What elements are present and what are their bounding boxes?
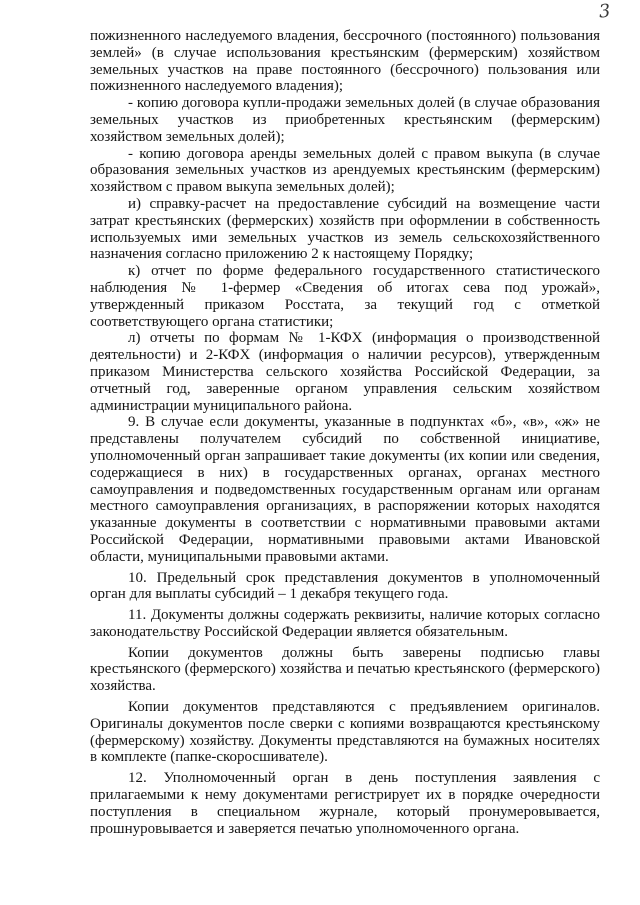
item-l-kfh-reports: л) отчеты по формам № 1-КФХ (информация о производственной деятельности) и 2-КФХ (информация о наличии ресурсов), утвержденным приказом Министерства сельского хозяйства Российской Федерации, за отчетный год, заверенные органом управления сельским хозяйством администрации муниципального района. [90, 330, 600, 414]
clause-11: 11. Документы должны содержать реквизиты, наличие которых согласно законодательству Российской Федерации является обязательным. [90, 607, 600, 640]
paragraph-continuation: пожизненного наследуемого владения, бессрочного (постоянного) пользования землей» (в случае использования крестьянским (фермерским) хозяйством земельных участков на праве постоянного (бессрочного) пользования или пожизненного наследуемого владения); [90, 28, 600, 95]
list-item-lease-contract: - копию договора аренды земельных долей с правом выкупа (в случае образования земельных участков из арендуемых крестьянским (фермерским) хозяйством с правом выкупа земельных долей); [90, 145, 600, 196]
page-number: 3 [597, 0, 611, 23]
clause-12: 12. Уполномоченный орган в день поступления заявления с прилагаемыми к нему документами регистрирует их в порядке очередности поступления в специальном журнале, который пронумеровывается, прошнуровывается и заверяется печатью уполномоченного органа. [90, 770, 600, 837]
clause-10: 10. Предельный срок представления документов в уполномоченный орган для выплаты субсидий – 1 декабря текущего года. [90, 569, 600, 603]
paragraph-copies-certified: Копии документов должны быть заверены подписью главы крестьянского (фермерского) хозяйства и печатью крестьянского (фермерского) хозяйства. [90, 644, 600, 695]
clause-9: 9. В случае если документы, указанные в подпунктах «б», «в», «ж» не представлены получателем субсидий по собственной инициативе, уполномоченный орган запрашивает такие документы (их копии или сведения, содержащиеся в них) в государственных органах, органах местного самоуправления и подведомственных государственным органам или органам местного самоуправления организациях, в распоряжении которых находятся указанные документы в соответствии с нормативными правовыми актами Российской Федерации, нормативными правовыми актами Ивановской области, муниципальными правовыми актами. [90, 414, 600, 565]
item-k-statistics-report: к) отчет по форме федерального государственного статистического наблюдения № 1-фермер «Сведения об итогах сева под урожай», утвержденный приказом Росстата, за текущий год с отметкой соответствующего органа статистики; [90, 263, 600, 330]
list-item-sale-contract: - копию договора купли-продажи земельных долей (в случае образования земельных участков из приобретенных крестьянским (фермерским) хозяйством земельных долей); [90, 95, 600, 145]
item-i-calculation: и) справку-расчет на предоставление субсидий на возмещение части затрат крестьянских (фермерских) хозяйств при оформлении в собственность используемых ими земельных участков из земель сельскохозяйственного назначения согласно приложению 2 к настоящему Порядку; [90, 195, 600, 263]
paragraph-copies-originals: Копии документов представляются с предъявлением оригиналов. Оригиналы документов после сверки с копиями возвращаются крестьянскому (фермерскому) хозяйству. Документы представляются на бумажных носителях в комплекте (папке-скоросшивателе). [90, 699, 600, 766]
